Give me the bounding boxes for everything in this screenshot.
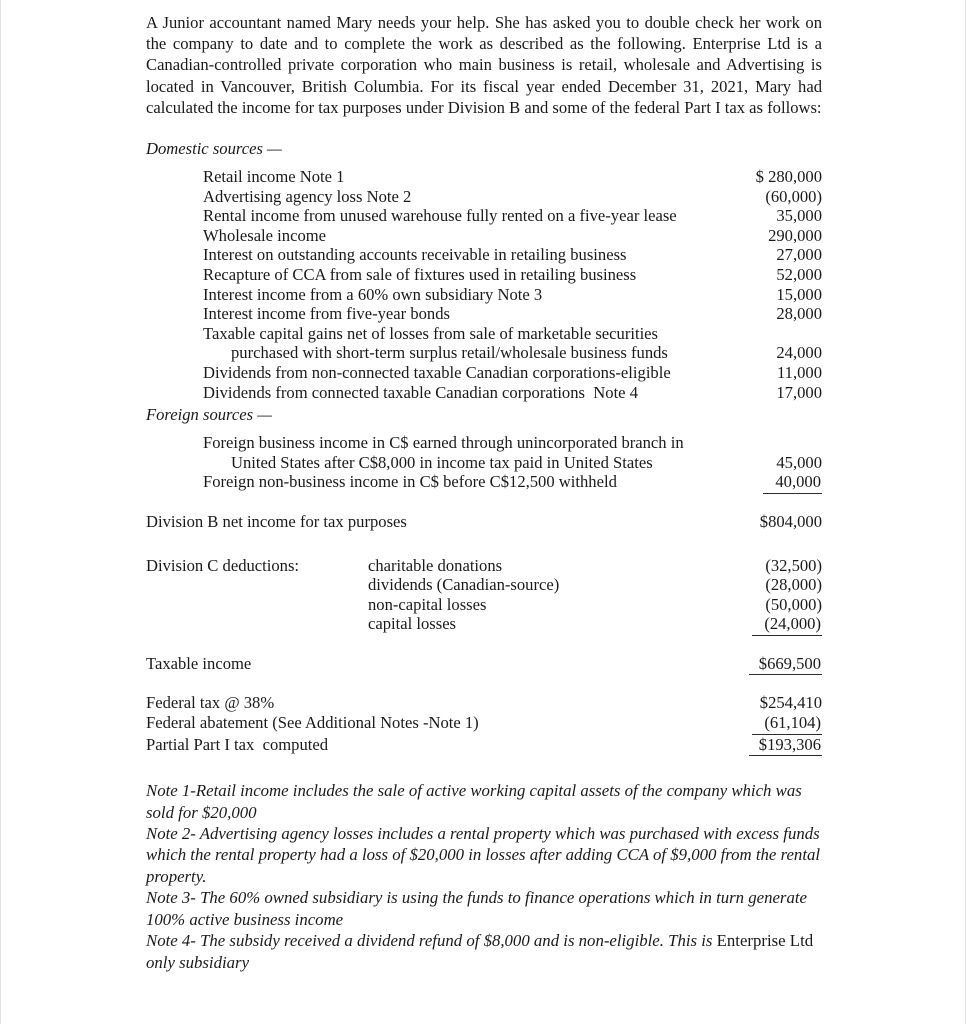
line-item-amount: 17,000 (776, 382, 822, 402)
line-item-amount: 290,000 (768, 225, 822, 245)
subtotal-underline: (24,000) (752, 614, 822, 636)
line-item (146, 472, 822, 494)
domestic-sources-list (146, 167, 822, 402)
spacer (146, 675, 822, 693)
line-item (146, 187, 822, 207)
line-item (146, 304, 822, 324)
note-4 (146, 930, 822, 973)
line-item-amount: 35,000 (776, 206, 822, 226)
line-item-label: Taxable capital gains net of losses from sale of marketable securities (203, 323, 658, 343)
line-item-amount: 11,000 (776, 362, 822, 382)
line-item-label: Interest income from a 60% own subsidiary Note 3 (203, 284, 543, 304)
division-c-item-name: dividends (Canadian-source) (368, 575, 560, 595)
line-item (146, 363, 822, 383)
spacer (146, 118, 822, 138)
note-4-text-part2: only subsidiary (146, 952, 250, 972)
line-item (146, 383, 822, 403)
line-item-label: purchased with short-term surplus retail/wholesale business funds (231, 343, 668, 363)
spacer (146, 756, 822, 780)
line-item-label: Rental income from unused warehouse fully rented on a five-year lease (203, 206, 677, 226)
federal-abatement-row (146, 713, 822, 735)
subtotal-underline: (61,104) (752, 713, 822, 735)
note-4-text-part1: Note 4- The subsidy received a dividend refund of $8,000 and is non-eligible. This is (146, 931, 717, 951)
line-item-label: Recapture of CCA from sale of fixtures used in retailing business (203, 264, 637, 284)
foreign-sources-list (146, 433, 822, 494)
line-item-amount: 52,000 (776, 264, 822, 284)
line-item (146, 226, 822, 246)
federal-tax-amount: $254,410 (759, 693, 822, 713)
division-b-amount: $804,000 (759, 511, 822, 531)
note-3: Note 3- The 60% owned subsidiary is using the funds to finance operations which in turn generate 100% active business income (146, 888, 807, 929)
domestic-sources-heading: Domestic sources — (146, 139, 282, 159)
spacer (146, 532, 822, 556)
division-c-block (146, 556, 822, 636)
line-item (146, 245, 822, 265)
division-c-item-amount: (50,000) (765, 594, 822, 614)
line-item-amount: 28,000 (776, 304, 822, 324)
line-item-label: Retail income Note 1 (203, 167, 345, 187)
division-c-row (146, 556, 822, 576)
line-item (146, 167, 822, 187)
division-c-row (146, 575, 822, 595)
taxable-income-amount (714, 654, 822, 676)
division-c-item-name: non-capital losses (368, 594, 487, 614)
line-item-label: Foreign non-business income in C$ before C$12,500 withheld (203, 472, 617, 492)
line-item-label: Interest income from five-year bonds (203, 304, 450, 324)
line-item-label: Interest on outstanding accounts receivable in retailing business (203, 245, 627, 265)
division-c-item-name: capital losses (368, 614, 457, 634)
line-item-amount: $ 280,000 (755, 167, 822, 187)
federal-abatement-amount (714, 713, 822, 735)
notes-section (146, 780, 822, 973)
note-1: Note 1-Retail income includes the sale of active working capital assets of the company which was sold for $20,000 (146, 781, 802, 822)
division-c-row (146, 595, 822, 615)
spacer (146, 636, 822, 654)
division-c-item-amount: (32,500) (765, 555, 822, 575)
partial-part-i-tax-row (146, 735, 822, 757)
line-item (146, 343, 822, 363)
document-content (146, 12, 822, 973)
line-item-label: Dividends from non-connected taxable Canadian corporations-eligible (203, 362, 671, 382)
partial-part-i-tax-label: Partial Part I tax computed (146, 734, 329, 754)
line-item (146, 265, 822, 285)
federal-tax-row (146, 693, 822, 713)
line-item-amount: 45,000 (776, 452, 822, 472)
division-c-row (146, 614, 822, 636)
line-item-amount: 27,000 (776, 245, 822, 265)
total-underline: $669,500 (749, 654, 822, 676)
federal-tax-label: Federal tax @ 38% (146, 693, 275, 713)
spacer (146, 494, 822, 512)
line-item-label: Wholesale income (203, 225, 327, 245)
note-2: Note 2- Advertising agency losses includes a rental property which was purchased with excess funds which the rental property had a loss of $20,000 in losses after adding CCA of $9,000 from the rental property. (146, 824, 821, 886)
partial-part-i-tax-amount (714, 735, 822, 757)
division-c-item-name: charitable donations (368, 555, 503, 575)
line-item-amount: 15,000 (776, 284, 822, 304)
division-c-item-amount: (28,000) (765, 575, 822, 595)
line-item-amount: 24,000 (776, 343, 822, 363)
intro-paragraph: A Junior accountant named Mary needs your help. She has asked you to double check her work on the company to date and to complete the work as described as the following. Enterprise Ltd is a Canadian-controlled private corporation who main business is retail, wholesale and Advertising is located in Vancouver, British Columbia. For its fiscal year ended December 31, 2021, Mary had calculated the income for tax purposes under Division B and some of the federal Part I tax as follows: (146, 13, 822, 117)
line-item (146, 453, 822, 473)
subtotal-underline: 40,000 (763, 472, 822, 494)
foreign-sources-heading: Foreign sources — (146, 405, 272, 425)
spacer (146, 159, 822, 167)
note-4-company-name: Enterprise Ltd (716, 931, 814, 951)
federal-tax-block (146, 693, 822, 756)
division-b-total-row (146, 512, 822, 532)
line-item-amount: (60,000) (765, 186, 822, 206)
line-item-label: Foreign business income in C$ earned through unincorporated branch in (203, 433, 684, 453)
taxable-income-label: Taxable income (146, 653, 252, 673)
taxable-income-row (146, 654, 822, 676)
line-item-label: Dividends from connected taxable Canadian corporations Note 4 (203, 382, 638, 402)
federal-abatement-label: Federal abatement (See Additional Notes -Note 1) (146, 713, 479, 733)
line-item (146, 433, 822, 453)
division-b-label: Division B net income for tax purposes (146, 511, 407, 531)
spacer (146, 425, 822, 433)
line-item (146, 324, 822, 344)
line-item-label: United States after C$8,000 in income tax paid in United States (231, 452, 653, 472)
division-c-label: Division C deductions: (146, 555, 300, 575)
division-c-item-amount-subtotal (714, 614, 822, 636)
total-underline: $193,306 (749, 735, 822, 757)
line-item (146, 206, 822, 226)
line-item (146, 285, 822, 305)
line-item-label: Advertising agency loss Note 2 (203, 186, 412, 206)
line-item-amount-subtotal (714, 472, 822, 494)
